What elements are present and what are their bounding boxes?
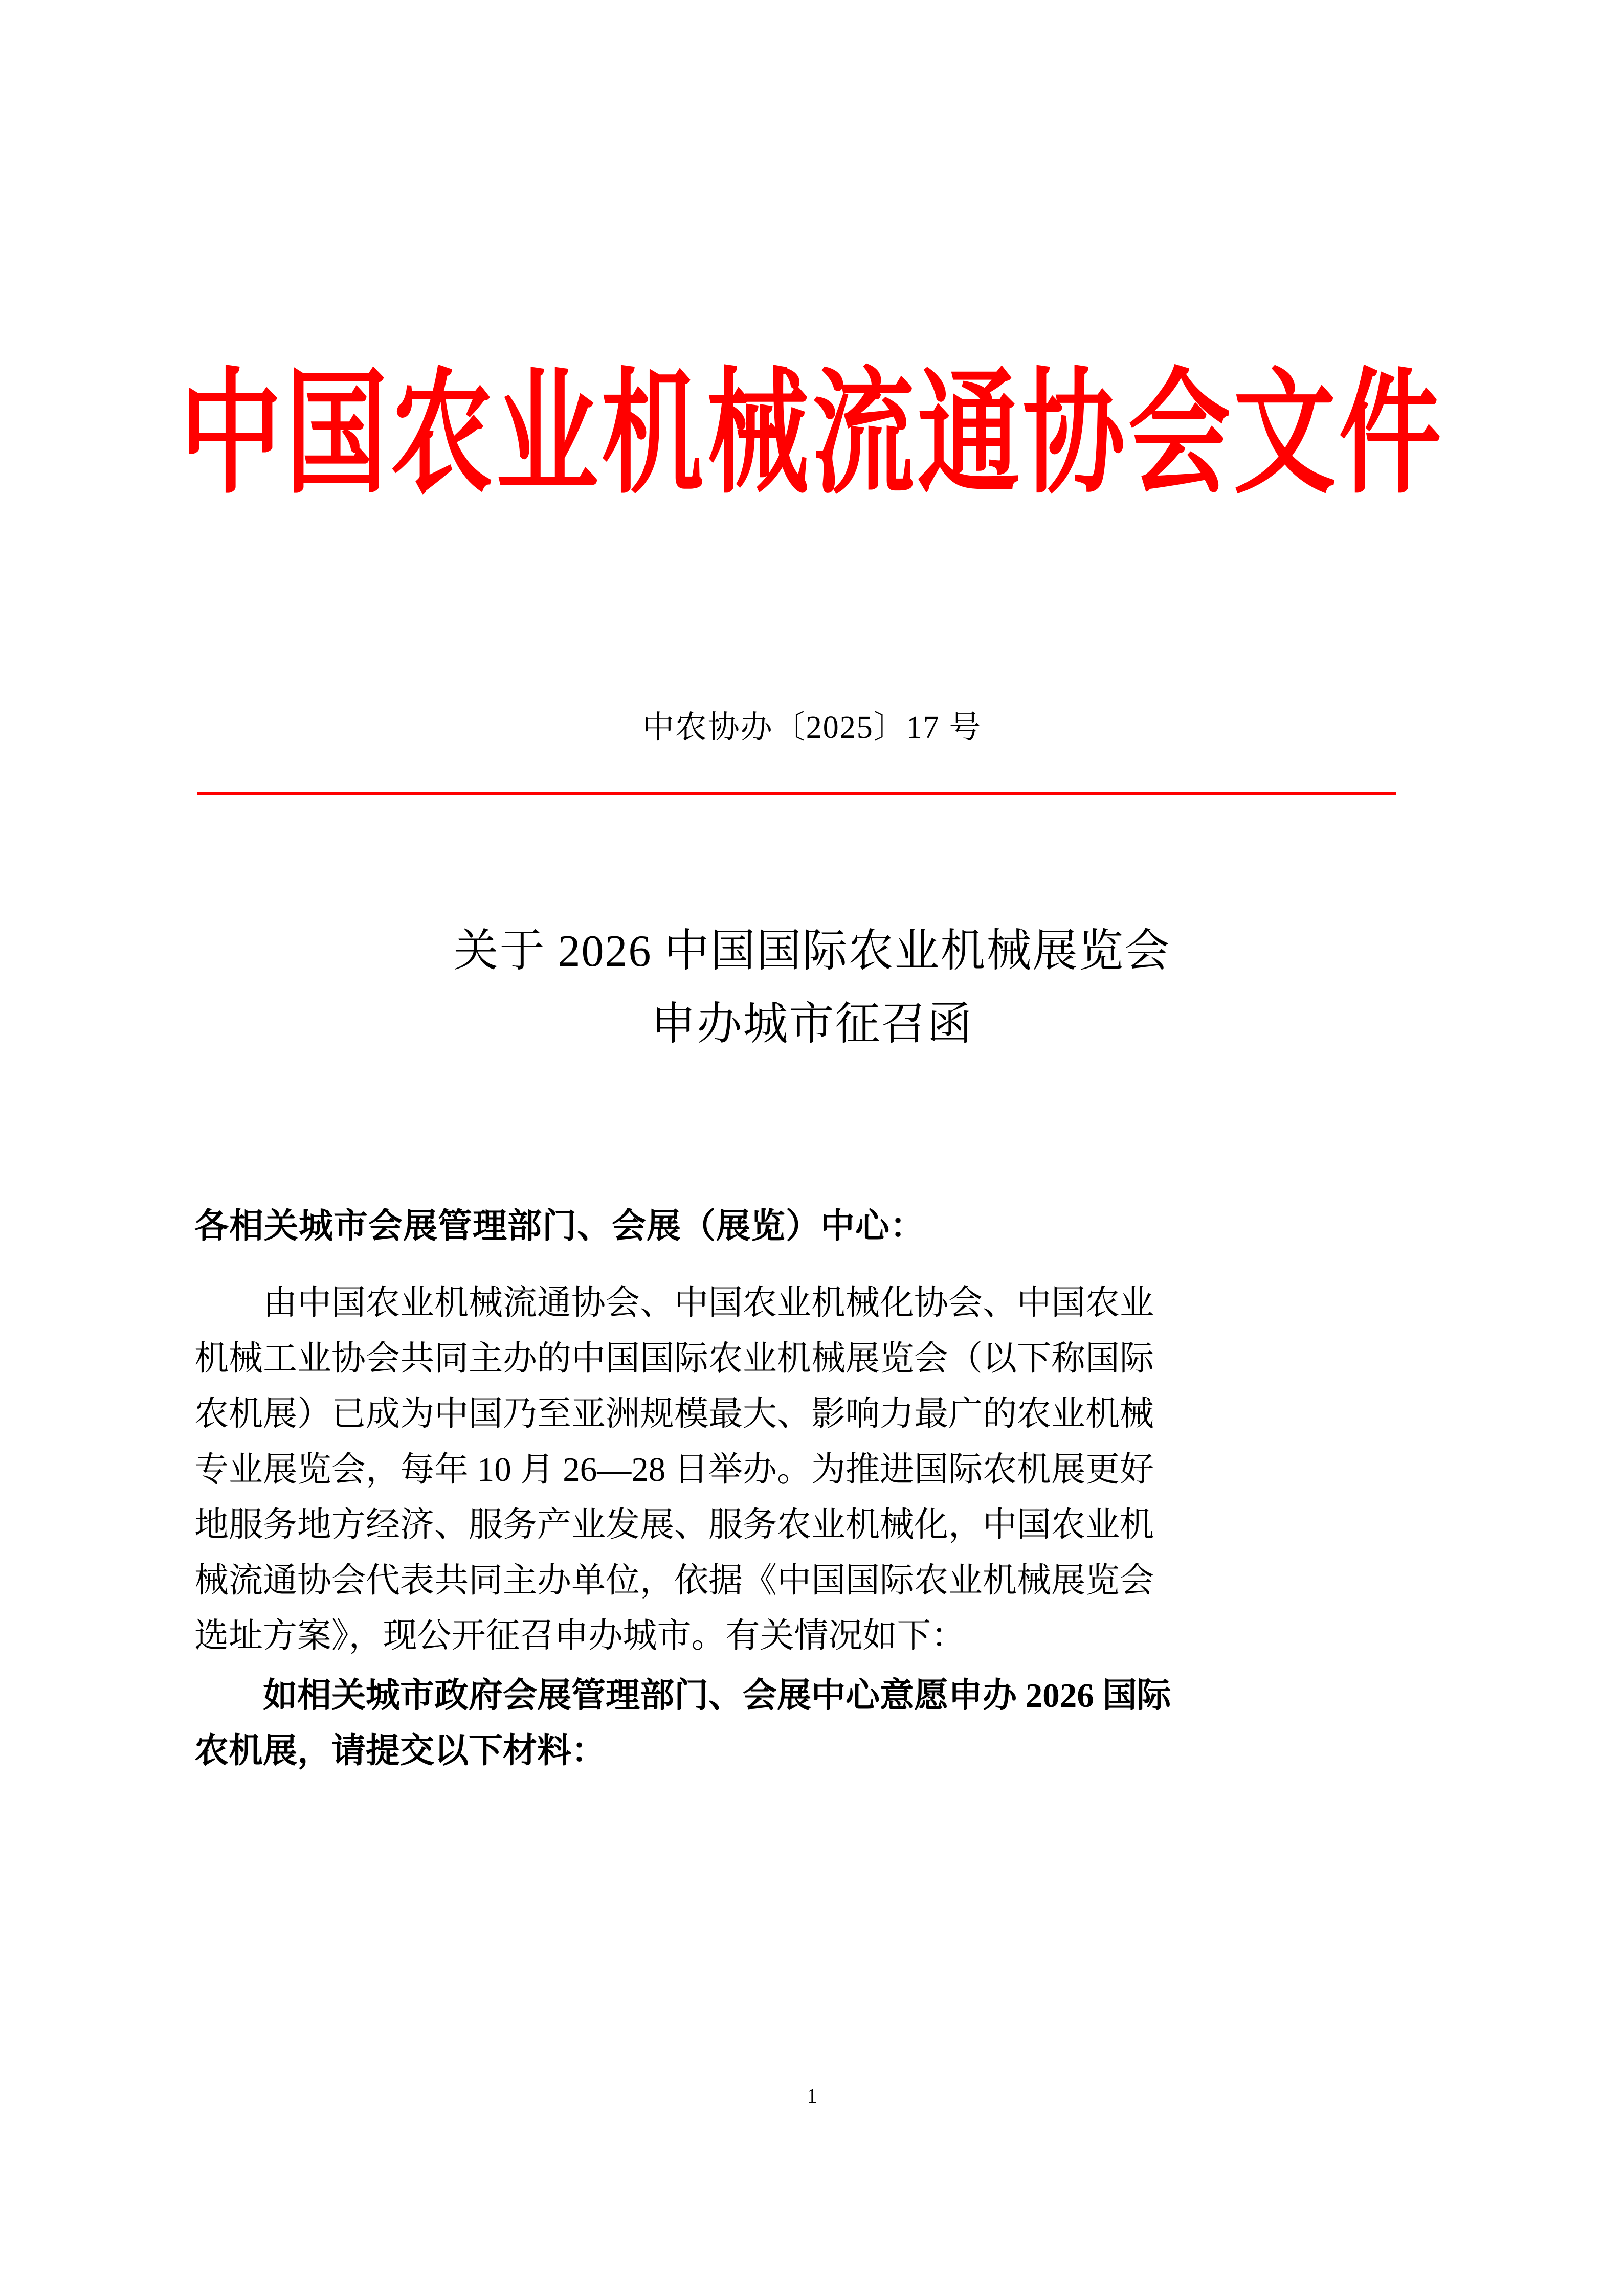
document-title-line-1: 关于 2026 中国国际农业机械展览会 <box>453 927 1171 976</box>
paragraph-line: 机械工业协会共同主办的中国国际农业机械展览会（以下称国际 <box>194 1339 1154 1378</box>
paragraph-line: 如相关城市政府会展管理部门、会展中心意愿申办 2026 国际 <box>194 1676 1171 1715</box>
body-paragraph-1 <box>194 1275 1422 1664</box>
page-number: 1 <box>807 2084 817 2107</box>
letterhead <box>0 358 1624 510</box>
paragraph-line: 农机展，请提交以下材料： <box>194 1732 606 1770</box>
body-paragraph-2 <box>194 1668 1422 1779</box>
document-title-line-2: 申办城市征召函 <box>651 999 973 1049</box>
red-divider-rule <box>197 792 1396 795</box>
salutation: 各相关城市会展管理部门、会展（展览）中心： <box>194 1207 925 1245</box>
paragraph-line: 选址方案》，现公开征召申办城市。有关情况如下： <box>194 1617 966 1655</box>
paragraph-line: 由中国农业机械流通协会、中国农业机械化协会、中国农业 <box>194 1284 1154 1322</box>
document-body <box>194 1209 1422 1779</box>
paragraph-line: 农机展）已成为中国乃至亚洲规模最大、影响力最广的农业机械 <box>194 1395 1154 1433</box>
document-title <box>0 915 1624 1061</box>
paragraph-line: 专业展览会，每年 10 月 26—28 日举办。为推进国际农机展更好 <box>194 1450 1154 1489</box>
letterhead-title: 中国农业机械流通协会文件 <box>180 361 1444 510</box>
paragraph-line: 械流通协会代表共同主办单位，依据《中国国际农业机械展览会 <box>194 1561 1154 1600</box>
document-number: 中农协办〔2025〕17 号 <box>642 710 982 745</box>
paragraph-line: 地服务地方经济、服务产业发展、服务农业机械化，中国农业机 <box>194 1506 1154 1544</box>
